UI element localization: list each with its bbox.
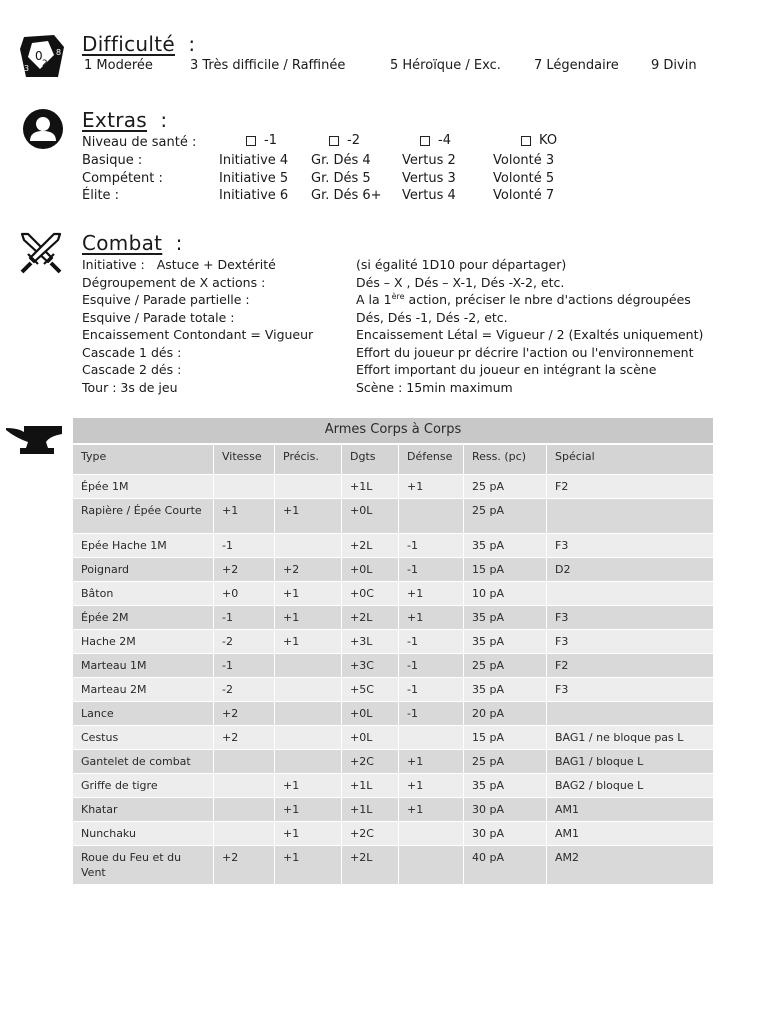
table-cell: +3L [342,630,399,654]
difficulty-level-3: 3 Très difficile / Raffinée [190,58,346,73]
combat-note-initiative: (si égalité 1D10 pour départager) [356,257,567,272]
table-row [73,630,714,654]
table-header-row [73,445,714,475]
table-cell: +2 [214,558,275,582]
combat-rule-esquive-totale: Esquive / Parade totale : [82,310,235,325]
table-cell: +1 [275,582,342,606]
table-row [73,798,714,822]
table-cell: 35 pA [464,534,547,558]
difficulty-level-7: 7 Légendaire [534,58,619,73]
table-cell: F3 [547,630,714,654]
table-cell: Marteau 2M [73,678,214,702]
extras-row-virtues: Vertus 3 [402,171,456,186]
svg-text:3: 3 [24,64,30,73]
combat-rule-tour: Tour : 3s de jeu [82,380,178,395]
extras-row-dice: Gr. Dés 4 [311,153,371,168]
table-title: Armes Corps à Corps [72,417,714,444]
table-row [73,499,714,534]
table-cell: +1 [275,774,342,798]
health-checkbox-icon[interactable] [420,136,430,146]
table-cell: 25 pA [464,750,547,774]
table-row [73,822,714,846]
table-cell: +1 [399,750,464,774]
extras-row-name: Compétent : [82,171,163,186]
table-cell: +0L [342,702,399,726]
extras-title: Extras : [82,108,168,132]
table-cell: Roue du Feu et du Vent [73,846,214,885]
table-cell [399,499,464,534]
melee-weapons-table [72,417,714,885]
table-cell: Bâton [73,582,214,606]
table-cell: +2 [214,726,275,750]
table-cell: +1 [275,630,342,654]
table-cell: F3 [547,534,714,558]
table-cell: +0L [342,499,399,534]
table-cell [547,582,714,606]
table-cell: AM2 [547,846,714,885]
table-cell: Nunchaku [73,822,214,846]
table-cell: 25 pA [464,654,547,678]
health-checkbox-icon[interactable] [246,136,256,146]
health-level-ko: KO [521,133,557,148]
combat-rule-encaissement-contondant: Encaissement Contondant = Vigueur [82,327,314,342]
table-cell: Hache 2M [73,630,214,654]
table-cell: +2 [275,558,342,582]
combat-note-esquive-totale: Dés, Dés -1, Dés -2, etc. [356,310,508,325]
table-cell: +2C [342,750,399,774]
table-cell: 25 pA [464,499,547,534]
table-cell [275,654,342,678]
combat-rule-cascade-1: Cascade 1 dés : [82,345,182,360]
table-cell [275,475,342,499]
svg-text:8: 8 [56,48,62,57]
table-cell [399,846,464,885]
d10-dice-icon [18,33,66,79]
table-cell: -1 [399,534,464,558]
table-cell: 35 pA [464,774,547,798]
table-cell: -2 [214,630,275,654]
table-cell: +1 [399,606,464,630]
column-header: Vitesse [214,445,275,475]
table-cell: 10 pA [464,582,547,606]
table-cell [275,678,342,702]
extras-row-name: Basique : [82,153,143,168]
table-row [73,726,714,750]
health-level-2: -2 [329,133,360,148]
table-cell: -1 [399,654,464,678]
table-cell: +2L [342,534,399,558]
table-cell: 35 pA [464,630,547,654]
table-cell: +2 [214,846,275,885]
combat-note-degroupement: Dés – X , Dés – X-1, Dés -X-2, etc. [356,275,565,290]
table-cell: -1 [214,534,275,558]
table-cell: +1 [275,606,342,630]
table-cell: 35 pA [464,678,547,702]
table-cell: +5C [342,678,399,702]
table-cell [547,702,714,726]
table-cell: -1 [214,606,275,630]
table-cell [214,822,275,846]
table-row [73,475,714,499]
table-cell: -1 [399,558,464,582]
table-row [73,654,714,678]
combat-title: Combat : [82,231,183,255]
health-level-1: -1 [246,133,277,148]
extras-row-virtues: Vertus 4 [402,188,456,203]
table-cell: -1 [399,678,464,702]
table-cell [214,798,275,822]
table-cell: F2 [547,475,714,499]
combat-note-encaissement-letal: Encaissement Létal = Vigueur / 2 (Exaltés uniquement) [356,327,704,342]
table-cell: Marteau 1M [73,654,214,678]
combat-note-scene: Scène : 15min maximum [356,380,513,395]
table-row [73,774,714,798]
table-cell: 30 pA [464,822,547,846]
table-cell: Cestus [73,726,214,750]
table-cell: +1 [275,499,342,534]
table-cell: Lance [73,702,214,726]
table-cell: +1 [399,798,464,822]
table-cell: +2L [342,846,399,885]
table-cell [547,499,714,534]
table-cell: BAG1 / ne bloque pas L [547,726,714,750]
table-cell: +0C [342,582,399,606]
column-header: Défense [399,445,464,475]
table-row [73,678,714,702]
table-cell: F3 [547,678,714,702]
table-row [73,558,714,582]
table-cell: +0 [214,582,275,606]
anvil-icon [6,424,64,456]
table-cell: Gantelet de combat [73,750,214,774]
table-cell [399,822,464,846]
table-cell: +1 [399,475,464,499]
combat-rule-degroupement: Dégroupement de X actions : [82,275,266,290]
table-cell: Khatar [73,798,214,822]
difficulty-level-9: 9 Divin [651,58,697,73]
table-cell [214,750,275,774]
table-cell: -2 [214,678,275,702]
health-checkbox-icon[interactable] [521,136,531,146]
table-cell: 30 pA [464,798,547,822]
table-cell: 25 pA [464,475,547,499]
table-cell: +0L [342,726,399,750]
combat-rule-cascade-2: Cascade 2 dés : [82,362,182,377]
table-cell: BAG2 / bloque L [547,774,714,798]
table-cell [214,475,275,499]
person-icon [22,108,64,150]
table-row [73,750,714,774]
health-checkbox-icon[interactable] [329,136,339,146]
table-cell: +1 [214,499,275,534]
table-cell: 15 pA [464,558,547,582]
table-row [73,534,714,558]
table-row [73,582,714,606]
crossed-swords-icon [18,230,64,276]
extras-row-will: Volonté 7 [493,188,555,203]
table-cell: D2 [547,558,714,582]
table-cell: +1 [275,822,342,846]
table-cell: +2C [342,822,399,846]
column-header: Type [73,445,214,475]
table-cell: Épée 1M [73,475,214,499]
combat-note-cascade-1: Effort du joueur pr décrire l'action ou l'environnement [356,345,694,360]
extras-row-will: Volonté 5 [493,171,555,186]
extras-row-name: Élite : [82,188,120,203]
table-cell: +3C [342,654,399,678]
table-row [73,606,714,630]
table-cell: Griffe de tigre [73,774,214,798]
column-header: Précis. [275,445,342,475]
table-cell: AM1 [547,798,714,822]
combat-rule-initiative: Initiative : Astuce + Dextérité [82,257,276,272]
difficulty-level-1: 1 Moderée [84,58,153,73]
table-body [73,475,714,885]
difficulty-title: Difficulté : [82,32,196,56]
column-header: Ress. (pc) [464,445,547,475]
extras-row-initiative: Initiative 5 [219,171,289,186]
svg-text:0: 0 [35,49,43,63]
table-cell: AM1 [547,822,714,846]
table-cell: +2L [342,606,399,630]
combat-rule-esquive-partielle: Esquive / Parade partielle : [82,292,250,307]
table-cell [275,726,342,750]
column-header: Dgts [342,445,399,475]
table-cell [275,750,342,774]
table-row [73,702,714,726]
extras-row-initiative: Initiative 4 [219,153,289,168]
extras-row-dice: Gr. Dés 6+ [311,188,382,203]
table-cell: +1L [342,774,399,798]
table-row [73,846,714,885]
health-label: Niveau de santé : [82,135,197,150]
table-cell: 35 pA [464,606,547,630]
table-cell: +1L [342,475,399,499]
table-cell [399,726,464,750]
table-cell [275,534,342,558]
table-cell: -1 [214,654,275,678]
table-cell: 40 pA [464,846,547,885]
extras-row-dice: Gr. Dés 5 [311,171,371,186]
table-cell: -1 [399,702,464,726]
combat-note-cascade-2: Effort important du joueur en intégrant la scène [356,362,657,377]
table-cell: -1 [399,630,464,654]
table-cell: Epée Hache 1M [73,534,214,558]
table-cell: F3 [547,606,714,630]
table-cell: Rapière / Épée Courte [73,499,214,534]
table-cell: BAG1 / bloque L [547,750,714,774]
difficulty-level-5: 5 Héroïque / Exc. [390,58,501,73]
table-cell: 20 pA [464,702,547,726]
table-cell: 15 pA [464,726,547,750]
combat-note-esquive-partielle: A la 1ère action, préciser le nbre d'actions dégroupées [356,292,691,308]
table-cell: F2 [547,654,714,678]
table-cell: +1 [399,582,464,606]
extras-row-initiative: Initiative 6 [219,188,289,203]
table-cell: +1 [399,774,464,798]
svg-text:2: 2 [42,59,48,69]
table-cell: +1 [275,798,342,822]
table-cell [214,774,275,798]
health-level-4: -4 [420,133,451,148]
table-cell: +0L [342,558,399,582]
extras-row-virtues: Vertus 2 [402,153,456,168]
table-cell: +2 [214,702,275,726]
table-cell: Épée 2M [73,606,214,630]
table-cell: +1L [342,798,399,822]
table-cell [275,702,342,726]
table-cell: +1 [275,846,342,885]
table-cell: Poignard [73,558,214,582]
column-header: Spécial [547,445,714,475]
extras-row-will: Volonté 3 [493,153,555,168]
